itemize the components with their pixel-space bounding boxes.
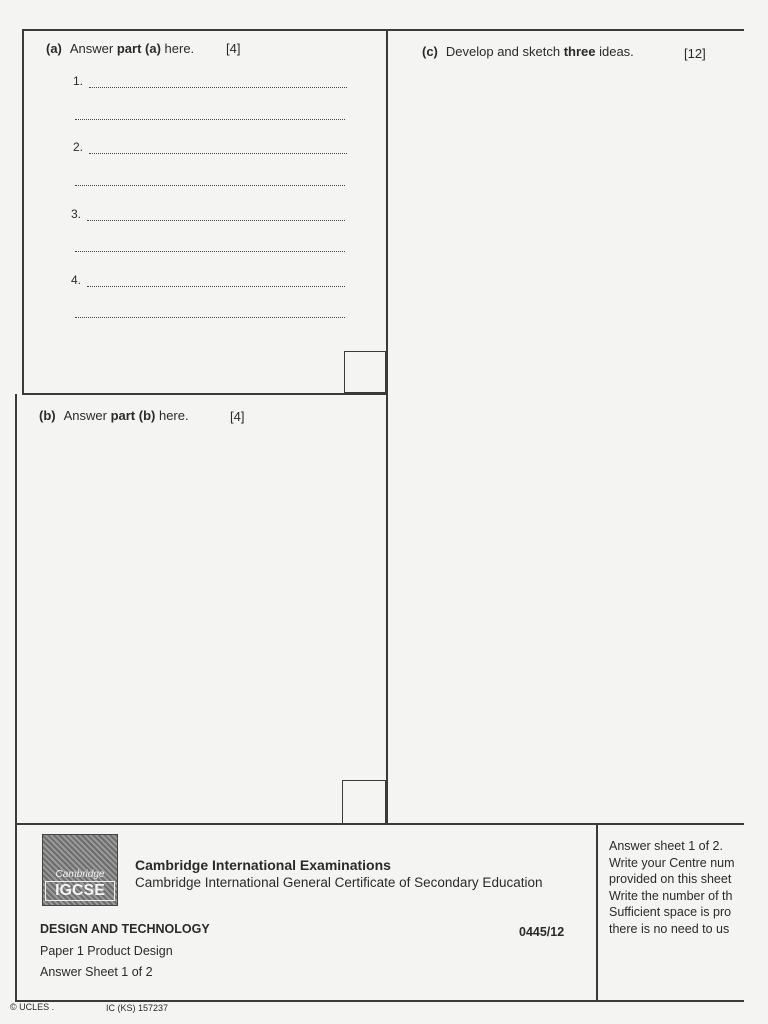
answer-dots	[89, 143, 347, 154]
answer-dots	[75, 241, 345, 252]
cambridge-igcse-logo	[42, 834, 118, 906]
answer-dots	[75, 307, 345, 318]
frame-left-border-upper	[22, 29, 24, 395]
answer-number-4: 4.	[71, 273, 82, 287]
answer-dots	[87, 210, 345, 221]
answer-number-1: 1.	[73, 74, 84, 88]
instruction-line: Sufficient space is pro	[609, 905, 732, 919]
answer-number-3: 3.	[71, 207, 82, 221]
copyright-notice: © UCLES .	[10, 1002, 55, 1012]
answer-line-2[interactable]	[73, 140, 347, 154]
instruction-line: Write the number of th	[609, 888, 733, 903]
syllabus-code: 0445/12	[519, 925, 565, 939]
part-a-heading	[46, 41, 194, 56]
certificate-name: Cambridge International General Certificate of Secondary Education	[135, 875, 543, 890]
paper-title: Paper 1 Product Design	[40, 944, 173, 958]
column-divider	[386, 29, 388, 824]
part-b-marks: [4]	[230, 409, 245, 424]
frame-left-border-lower	[15, 394, 17, 824]
logo-igcse-text: IGCSE	[45, 881, 115, 901]
instruction-line: there is no need to us	[609, 921, 730, 936]
part-a-mark-box[interactable]	[344, 351, 386, 393]
part-a-bold: part (a)	[116, 41, 161, 56]
answer-sheet-label: Answer Sheet 1 of 2	[40, 965, 153, 979]
answer-number-2: 2.	[73, 140, 84, 154]
subject-title: DESIGN AND TECHNOLOGY	[40, 922, 210, 936]
part-a-prefix: Answer	[69, 41, 117, 56]
answer-line-4b[interactable]	[75, 307, 345, 318]
answer-dots	[75, 175, 345, 186]
instruction-line: Write your Centre num	[609, 855, 735, 870]
part-c-ref: (c)	[422, 44, 438, 59]
part-b-suffix: here.	[155, 408, 189, 423]
part-c-prefix: Develop and sketch	[445, 44, 564, 59]
part-c-sketch-area[interactable]	[392, 70, 742, 815]
part-c-marks: [12]	[684, 46, 706, 61]
part-a-ref: (a)	[46, 41, 62, 56]
frame-top-border	[22, 29, 744, 31]
answer-line-1[interactable]	[73, 74, 347, 88]
answer-dots	[75, 109, 345, 120]
answer-line-3[interactable]	[71, 207, 345, 221]
answer-line-3b[interactable]	[75, 241, 345, 252]
part-a-b-divider	[22, 393, 387, 395]
part-b-ref: (b)	[39, 408, 56, 423]
answer-line-4[interactable]	[71, 273, 345, 287]
part-c-suffix: ideas.	[595, 44, 634, 59]
answer-dots	[89, 77, 347, 88]
part-b-heading	[39, 408, 189, 423]
part-b-mark-box[interactable]	[342, 780, 386, 824]
organisation-name: Cambridge International Examinations	[135, 857, 391, 873]
footer-bottom-border	[15, 1000, 744, 1002]
part-c-bold: three	[563, 44, 596, 59]
document-reference: IC (KS) 157237	[106, 1003, 169, 1013]
footer-divider	[596, 823, 598, 1001]
instructions-panel	[609, 838, 768, 937]
answer-line-2b[interactable]	[75, 175, 345, 186]
instruction-line: provided on this sheet	[609, 872, 732, 886]
part-a-marks: [4]	[226, 41, 241, 56]
answer-line-1b[interactable]	[75, 109, 345, 120]
answer-dots	[87, 276, 345, 287]
logo-cambridge-text: Cambridge	[55, 869, 105, 880]
part-b-prefix: Answer	[63, 408, 111, 423]
instruction-line: Answer sheet 1 of 2.	[609, 839, 723, 853]
part-a-suffix: here.	[160, 41, 195, 56]
part-c-heading	[422, 44, 634, 59]
footer-left-border	[15, 823, 17, 1001]
part-b-bold: part (b)	[110, 408, 156, 423]
part-b-answer-area[interactable]	[20, 432, 380, 772]
